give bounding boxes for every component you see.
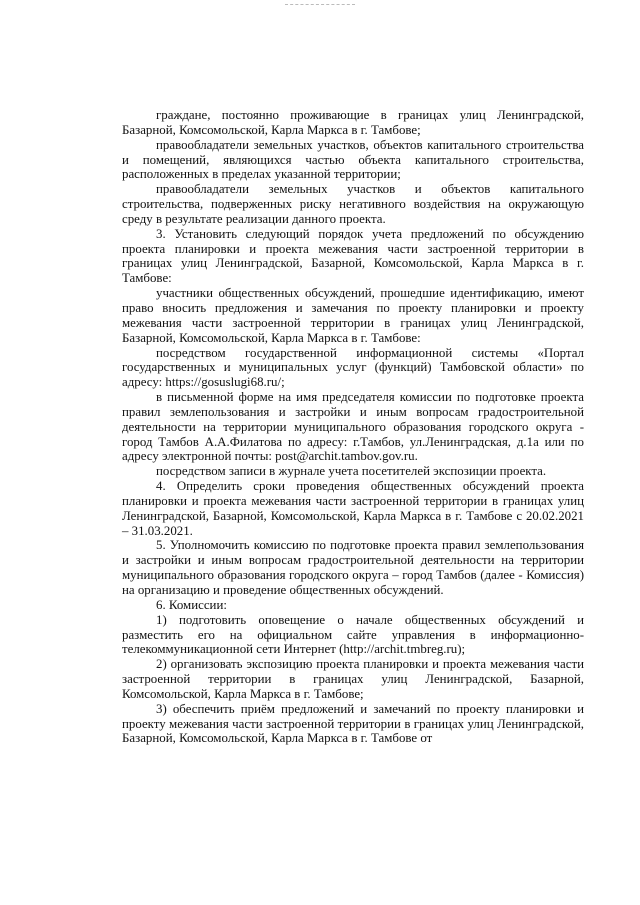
- paragraph-item-4: 4. Определить сроки проведения общественных обсуждений проекта планировки и проекта межевания части застроенной территории в границах улиц Ленинградской, Базарной, Комсомольской, Карла Маркса в г. Тамбове с 20.02.2021 – 31.03.2021.: [122, 479, 584, 538]
- paragraph-residents: граждане, постоянно проживающие в границах улиц Ленинградской, Базарной, Комсомольской, Карла Маркса в г. Тамбове;: [122, 108, 584, 137]
- paragraph-portal: посредством государственной информационной системы «Портал государственных и муниципальных услуг (функций) Тамбовской области» по адресу: https://gosuslugi68.ru/;: [122, 345, 584, 390]
- paragraph-land-owners: правообладатели земельных участков, объектов капитального строительства и помещений, являющихся частью объекта капитального строительства, расположенных в пределах указанной территории;: [122, 137, 584, 182]
- paragraph-journal: посредством записи в журнале учета посетителей экспозиции проекта.: [156, 464, 547, 479]
- document-body: [122, 108, 584, 746]
- paragraph-subitem-1: 1) подготовить оповещение о начале общественных обсуждений и разместить его на официальном сайте управления в информационно-телекоммуникационной сети Интернет (http://archit.tmbreg.ru);: [122, 612, 584, 657]
- paragraph-written-form: в письменной форме на имя председателя комиссии по подготовке проекта правил землепользования и застройки и иным вопросам градостроительной деятельности на территории муниципального образования городского округа - город Тамбов А.А.Филатова по адресу: г.Тамбов, ул.Ленинградская, д.1а или по адресу электронной почты: post@archit.tambov.gov.ru.: [122, 390, 584, 464]
- paragraph-participants: участники общественных обсуждений, прошедшие идентификацию, имеют право вносить предложения и замечания по проекту планировки и проекту межевания части застроенной территории в границах улиц Ленинградской, Базарной, Комсомольской, Карла Маркса в г. Тамбове:: [122, 286, 584, 345]
- paragraph-item-6: 6. Комиссии:: [156, 597, 227, 612]
- paragraph-subitem-3: 3) обеспечить приём предложений и замечаний по проекту планировки и проекту межевания части застроенной территории в границах улиц Ленинградской, Базарной, Комсомольской, Карла Маркса в г. Тамбове от: [122, 701, 584, 746]
- paragraph-item-3: 3. Установить следующий порядок учета предложений по обсуждению проекта планировки и проекта межевания части застроенной территории в границах улиц Ленинградской, Базарной, Комсомольской, Карла Маркса в г. Тамбове:: [122, 226, 584, 286]
- paragraph-item-5: 5. Уполномочить комиссию по подготовке проекта правил землепользования и застройки и иным вопросам градостроительной деятельности на территории муниципального образования городского округа – город Тамбов (далее - Комиссия) на организацию и проведение общественных обсуждений.: [122, 538, 584, 597]
- paragraph-risk-owners: правообладатели земельных участков и объектов капитального строительства, подверженных риску негативного воздействия на окружающую среду в результате реализации данного проекта.: [122, 182, 584, 226]
- paragraph-subitem-2: 2) организовать экспозицию проекта планировки и проекта межевания части застроенной территории в границах улиц Ленинградской, Базарной, Комсомольской, Карла Маркса в г. Тамбове;: [122, 657, 584, 701]
- top-scan-mark: [285, 4, 355, 7]
